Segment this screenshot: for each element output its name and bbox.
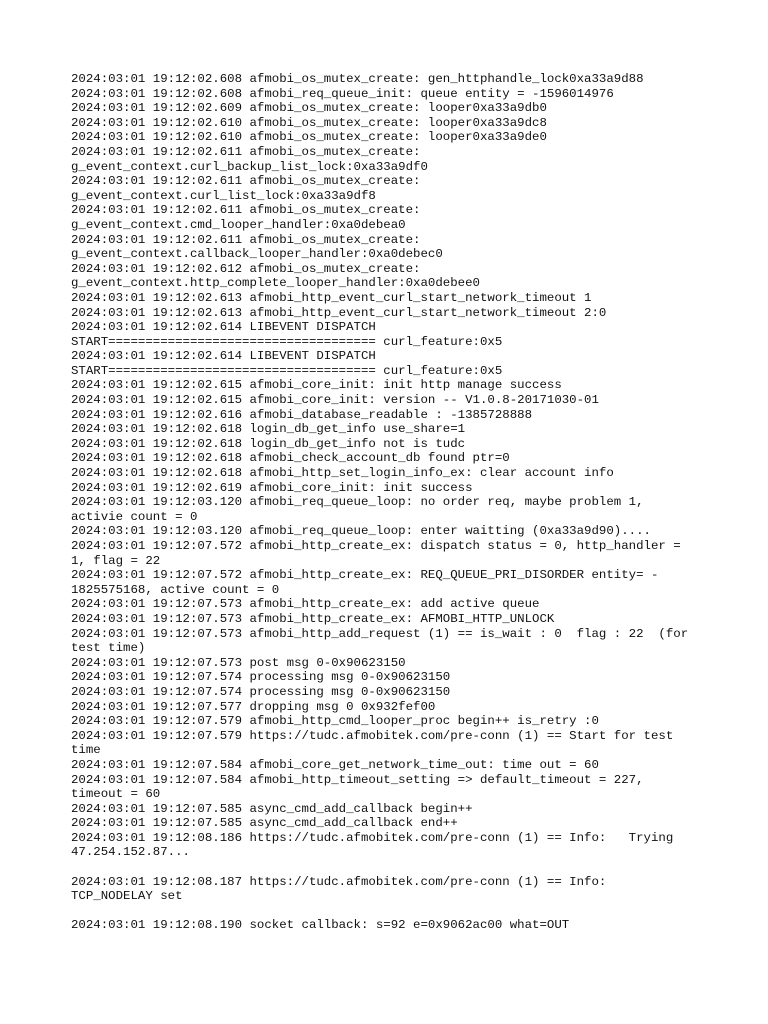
log-line: 2024:03:01 19:12:02.613 afmobi_http_event_curl_start_network_timeout 1 <box>71 290 592 305</box>
log-line: 2024:03:01 19:12:02.618 afmobi_check_account_db found ptr=0 <box>71 451 510 466</box>
log-line: 2024:03:01 19:12:03.120 afmobi_req_queue_loop: no order req, maybe problem 1, <box>71 495 644 510</box>
log-line: g_event_context.http_complete_looper_handler:0xa0debee0 <box>71 276 480 291</box>
log-line: test time) <box>71 641 146 656</box>
log-line: 2024:03:01 19:12:07.572 afmobi_http_create_ex: REQ_QUEUE_PRI_DISORDER entity= - <box>71 568 659 583</box>
log-line: 1, flag = 22 <box>71 553 161 568</box>
log-line <box>71 904 731 919</box>
log-line: 2024:03:01 19:12:02.614 LIBEVENT DISPATCH <box>71 320 376 335</box>
log-line: 2024:03:01 19:12:07.573 post msg 0-0x90623150 <box>71 655 406 670</box>
log-line: TCP_NODELAY set <box>71 889 183 904</box>
log-line: 2024:03:01 19:12:07.579 afmobi_http_cmd_looper_proc begin++ is_retry :0 <box>71 714 599 729</box>
log-line: 2024:03:01 19:12:07.574 processing msg 0-0x90623150 <box>71 684 451 699</box>
log-line: g_event_context.curl_backup_list_lock:0xa33a9df0 <box>71 159 428 174</box>
log-line: 2024:03:01 19:12:07.585 async_cmd_add_callback end++ <box>71 816 458 831</box>
log-line: 2024:03:01 19:12:02.611 afmobi_os_mutex_create: <box>71 174 421 189</box>
log-line: 2024:03:01 19:12:08.190 socket callback: s=92 e=0x9062ac00 what=OUT <box>71 918 570 933</box>
log-line: g_event_context.curl_list_lock:0xa33a9df8 <box>71 188 376 203</box>
log-line: 2024:03:01 19:12:02.616 afmobi_database_readable : -1385728888 <box>71 407 533 422</box>
log-line: 2024:03:01 19:12:02.618 afmobi_http_set_login_info_ex: clear account info <box>71 466 614 481</box>
log-line: 2024:03:01 19:12:02.610 afmobi_os_mutex_create: looper0xa33a9de0 <box>71 130 547 145</box>
log-line: 2024:03:01 19:12:02.613 afmobi_http_event_curl_start_network_timeout 2:0 <box>71 305 607 320</box>
log-line: 2024:03:01 19:12:02.610 afmobi_os_mutex_create: looper0xa33a9dc8 <box>71 115 547 130</box>
log-line: 2024:03:01 19:12:07.572 afmobi_http_create_ex: dispatch status = 0, http_handler = <box>71 539 681 553</box>
log-line: 2024:03:01 19:12:02.608 afmobi_req_queue_init: queue entity = -1596014976 <box>71 86 614 101</box>
log-text-block <box>71 72 731 933</box>
log-line: 2024:03:01 19:12:02.618 login_db_get_info not is tudc <box>71 436 466 451</box>
log-line: time <box>71 743 101 758</box>
log-line: 2024:03:01 19:12:07.573 afmobi_http_create_ex: add active queue <box>71 597 540 612</box>
log-line: 2024:03:01 19:12:07.577 dropping msg 0 0x932fef00 <box>71 699 436 714</box>
log-line: 2024:03:01 19:12:07.584 afmobi_core_get_network_time_out: time out = 60 <box>71 757 599 772</box>
log-line: 2024:03:01 19:12:07.584 afmobi_http_timeout_setting => default_timeout = 227, <box>71 772 644 787</box>
log-line: g_event_context.cmd_looper_handler:0xa0debea0 <box>71 217 406 232</box>
log-line: 2024:03:01 19:12:07.573 afmobi_http_add_request (1) == is_wait : 0 flag : 22 (for <box>71 626 689 641</box>
log-line: 2024:03:01 19:12:03.120 afmobi_req_queue_loop: enter waitting (0xa33a9d90).... <box>71 524 651 539</box>
log-line: START==================================== curl_feature:0x5 <box>71 363 503 378</box>
log-line: 2024:03:01 19:12:02.618 login_db_get_info use_share=1 <box>71 422 466 437</box>
log-line: 2024:03:01 19:12:07.585 async_cmd_add_callback begin++ <box>71 801 473 816</box>
log-line: activie count = 0 <box>71 509 198 524</box>
log-line: 2024:03:01 19:12:02.609 afmobi_os_mutex_create: looper0xa33a9db0 <box>71 101 547 116</box>
log-line: 2024:03:01 19:12:07.579 https://tudc.afmobitek.com/pre-conn (1) == Start for test <box>71 728 674 743</box>
log-line: 2024:03:01 19:12:08.187 https://tudc.afmobitek.com/pre-conn (1) == Info: <box>71 874 607 889</box>
log-line: 47.254.152.87... <box>71 845 190 860</box>
log-line: 2024:03:01 19:12:07.574 processing msg 0-0x90623150 <box>71 670 451 685</box>
log-line: 2024:03:01 19:12:08.186 https://tudc.afmobitek.com/pre-conn (1) == Info: Trying <box>71 830 674 845</box>
log-line: 2024:03:01 19:12:02.611 afmobi_os_mutex_create: <box>71 232 421 247</box>
log-line: 2024:03:01 19:12:02.608 afmobi_os_mutex_create: gen_httphandle_lock0xa33a9d88 <box>71 72 644 86</box>
log-line: 2024:03:01 19:12:02.611 afmobi_os_mutex_create: <box>71 144 421 159</box>
log-line: 2024:03:01 19:12:02.611 afmobi_os_mutex_create: <box>71 203 421 218</box>
log-line <box>71 860 731 875</box>
log-line: 1825575168, active count = 0 <box>71 582 280 597</box>
log-line: timeout = 60 <box>71 787 161 802</box>
log-line: START==================================== curl_feature:0x5 <box>71 334 503 349</box>
log-line: 2024:03:01 19:12:02.612 afmobi_os_mutex_create: <box>71 261 421 276</box>
log-line: 2024:03:01 19:12:02.615 afmobi_core_init: init http manage success <box>71 378 562 393</box>
log-line: 2024:03:01 19:12:02.614 LIBEVENT DISPATCH <box>71 349 376 364</box>
log-line: 2024:03:01 19:12:07.573 afmobi_http_create_ex: AFMOBI_HTTP_UNLOCK <box>71 611 555 626</box>
log-line: 2024:03:01 19:12:02.615 afmobi_core_init: version -- V1.0.8-20171030-01 <box>71 393 599 408</box>
log-line: g_event_context.callback_looper_handler:0xa0debec0 <box>71 247 443 262</box>
log-line: 2024:03:01 19:12:02.619 afmobi_core_init: init success <box>71 480 473 495</box>
